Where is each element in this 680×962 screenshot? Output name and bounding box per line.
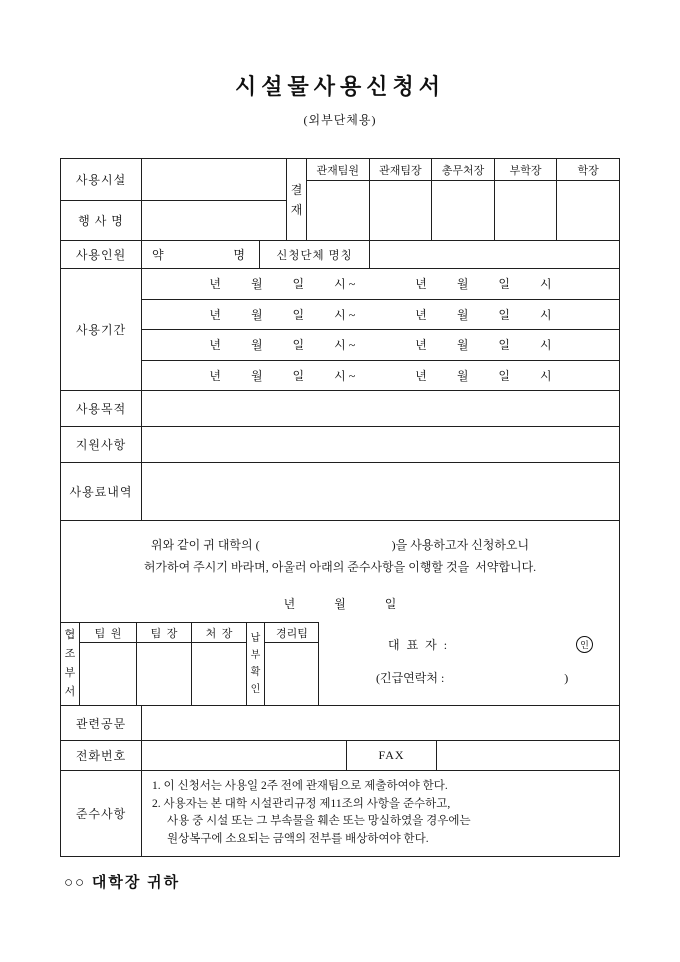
related-document-label: 관련공문	[75, 716, 127, 731]
usage-period-rows	[141, 269, 619, 390]
coop-director-column	[191, 623, 246, 705]
director-header: 처 장	[192, 623, 246, 643]
rules-section	[61, 771, 619, 856]
approval-column-header: 학장	[556, 159, 619, 180]
rules-line-4: 원상복구에 소요되는 금액의 전부를 배상하여야 한다.	[167, 832, 429, 845]
declaration-date-line[interactable]: 년 월 일	[283, 597, 397, 611]
approval-block	[306, 159, 619, 240]
phone-section	[61, 741, 619, 771]
approval-sign-cell[interactable]	[556, 181, 619, 240]
approval-sign-cell[interactable]	[431, 181, 494, 240]
usage-period-row[interactable]: 년 월 일 시 ~ 년 월 일 시	[142, 269, 619, 300]
approval-column-header: 관재팀원	[316, 164, 360, 177]
approval-signature-row	[307, 181, 619, 240]
phone-input-cell[interactable]	[141, 741, 346, 770]
fee-label: 사용료내역	[69, 485, 133, 499]
document-subtitle: (외부단체용)	[303, 113, 377, 127]
top-label-column	[61, 159, 141, 240]
usage-period-row[interactable]: 년 월 일 시 ~ 년 월 일 시	[142, 300, 619, 331]
fax-input-cell[interactable]	[436, 741, 619, 770]
rules-line-3: 사용 중 시설 또는 그 부속물을 훼손 또는 망실하였을 경우에는	[167, 815, 471, 827]
top-value-column	[141, 159, 286, 240]
related-document-input-cell[interactable]	[141, 706, 619, 740]
representative-signature-block	[376, 636, 607, 686]
approval-sign-cell[interactable]	[369, 181, 432, 240]
declaration-line-1: 위와 같이 귀 대학의 ( )을 사용하고자 신청하오니	[150, 538, 530, 552]
stamp-seal-icon: 인	[576, 636, 593, 653]
facility-input-cell[interactable]	[142, 159, 286, 201]
approval-sign-cell[interactable]	[307, 181, 369, 240]
support-section	[61, 427, 619, 463]
usage-period-label: 사용기간	[75, 323, 127, 337]
approval-column-header: 부학장	[494, 159, 557, 180]
people-unit-label: 명	[233, 248, 245, 262]
rules-label: 준수사항	[75, 807, 127, 821]
accounting-header: 경리팀	[265, 623, 319, 643]
rules-text-block	[141, 771, 619, 856]
purpose-input-cell[interactable]	[141, 391, 619, 426]
cooperation-vertical-label: 협조부서	[64, 629, 76, 698]
approval-column-header: 관재팀장	[369, 159, 432, 180]
payment-confirm-label-cell	[246, 623, 264, 705]
people-count-section	[61, 241, 619, 269]
approval-header-row	[307, 159, 619, 181]
event-name-label: 행 사 명	[78, 213, 124, 228]
representative-label: 대 표 자 :	[388, 638, 450, 652]
declaration-text	[61, 521, 619, 612]
purpose-label: 사용목적	[75, 402, 127, 416]
team-member-header: 팀 원	[80, 623, 136, 643]
team-leader-header: 팀 장	[137, 623, 191, 643]
fee-section	[61, 463, 619, 521]
approval-sign-cell[interactable]	[494, 181, 557, 240]
usage-period-row[interactable]: 년 월 일 시 ~ 년 월 일 시	[209, 368, 552, 383]
team-member-sign-cell[interactable]	[80, 643, 136, 705]
top-section	[61, 159, 619, 241]
fee-input-cell[interactable]	[141, 463, 619, 520]
document-title: 시설물사용신청서	[234, 74, 446, 99]
event-name-input-cell[interactable]	[142, 201, 286, 241]
accounting-sign-cell[interactable]	[265, 643, 319, 705]
addressee-line: ○○ 대학장 귀하	[64, 875, 181, 891]
related-document-section	[61, 706, 619, 741]
team-leader-sign-cell[interactable]	[137, 643, 191, 705]
representative-row	[376, 636, 607, 653]
phone-label: 전화번호	[75, 749, 127, 763]
approval-block-label-cell	[286, 159, 306, 240]
rules-line-2: 2. 사용자는 본 대학 시설관리규정 제11조의 사항을 준수하고,	[152, 797, 451, 810]
coop-team-member-column	[79, 623, 136, 705]
payment-confirm-vertical-label: 납부확인	[250, 633, 261, 695]
application-form-table	[60, 158, 620, 857]
support-input-cell[interactable]	[141, 427, 619, 462]
emergency-contact-line[interactable]: (긴급연락처 : )	[376, 671, 569, 685]
support-label: 지원사항	[75, 438, 127, 452]
coop-team-leader-column	[136, 623, 191, 705]
declaration-section	[61, 521, 619, 706]
facility-label: 사용시설	[61, 159, 141, 201]
approval-vertical-label: 결재	[290, 182, 303, 217]
director-sign-cell[interactable]	[192, 643, 246, 705]
usage-period-row[interactable]: 년 월 일 시 ~ 년 월 일 시	[142, 330, 619, 361]
declaration-line-2: 허가하여 주시기 바라며, 아울러 아래의 준수사항을 이행할 것을 서약합니다.	[143, 560, 537, 574]
org-name-label: 신청단체 명칭	[259, 241, 369, 268]
rules-line-1: 1. 이 신청서는 사용일 2주 전에 관재팀으로 제출하여야 한다.	[152, 780, 448, 792]
fax-label: FAX	[346, 741, 436, 770]
cooperation-table	[61, 622, 319, 705]
usage-period-section	[61, 269, 619, 391]
people-count-label: 사용인원	[75, 248, 127, 262]
purpose-section	[61, 391, 619, 427]
approx-label: 약	[152, 248, 164, 262]
accounting-column	[264, 623, 319, 705]
cooperation-label-cell	[61, 623, 79, 705]
org-name-input-cell[interactable]	[369, 241, 619, 268]
approval-column-header: 총무처장	[431, 159, 494, 180]
people-count-input-cell[interactable]	[141, 241, 259, 268]
